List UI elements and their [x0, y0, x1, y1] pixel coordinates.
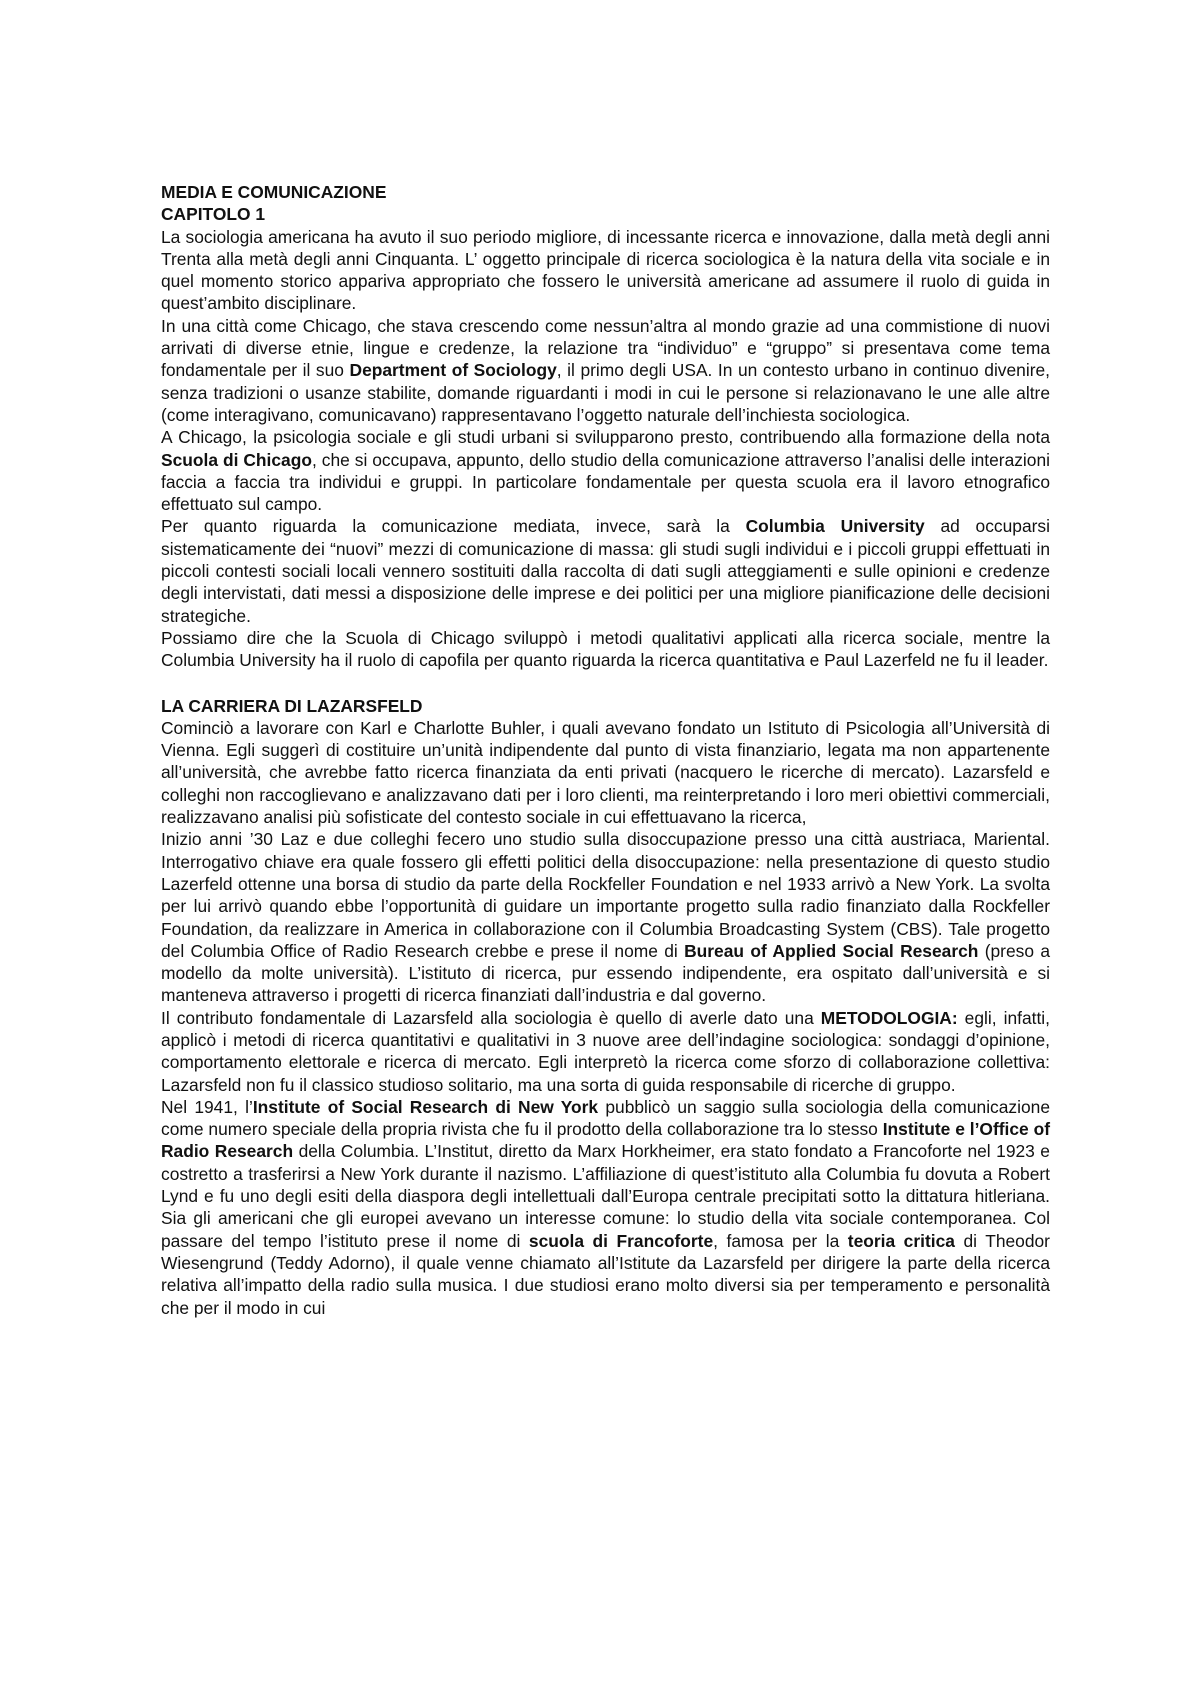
text-run: In una città come Chicago, che stava crescendo come nessun’altra al mondo grazie ad una commistione di nuovi arrivati di diverse etnie, lingue e credenze, la relazione tra “individuo” e “gruppo” si presentava come tema fondamentale per il suo — [161, 315, 1050, 381]
text-run: (preso a modello da molte università). L’istituto di ricerca, pur essendo indipendente, era ospitato dall’università e si manteneva attraverso i progetti di ricerca finanziati dall’industria e dal governo. — [161, 940, 1050, 1006]
text-run: , famosa per la — [713, 1230, 848, 1251]
document-title: MEDIA E COMUNICAZIONE — [161, 182, 387, 202]
bold-text-run: METODOLOGIA: — [820, 1007, 958, 1028]
text-run: La sociologia americana ha avuto il suo periodo migliore, di incessante ricerca e innovazione, dalla metà degli anni Trenta alla metà degli anni Cinquanta. L’ oggetto principale di ricerca sociologica è la natura della vita sociale e in quel momento storico appariva appropriato che fossero le università americane ad assumere il ruolo di guida in quest’ambito disciplinare. — [161, 226, 1050, 314]
paragraph — [161, 426, 1050, 515]
text-run: Possiamo dire che la Scuola di Chicago sviluppò i metodi qualitativi applicati alla ricerca sociale, mentre la Columbia University ha il ruolo di capofila per quanto riguarda la ricerca quantitativa e Paul Lazerfeld ne fu il leader. — [161, 627, 1050, 671]
text-run: A Chicago, la psicologia sociale e gli studi urbani si svilupparono presto, contribuendo alla formazione della nota — [161, 427, 1050, 448]
text-run: Nel 1941, l’ — [161, 1096, 253, 1117]
text-run: , il primo degli USA. In un contesto urbano in continuo divenire, senza tradizioni o usanze stabilite, domande riguardanti i modi in cui le persone si relazionavano le une alle altre (come interagivano, comunicavano) rappresentavano l’oggetto naturale dell’inchiesta sociologica. — [161, 360, 1050, 425]
text-run: Per quanto riguarda la comunicazione mediata, invece, sarà la — [161, 516, 746, 537]
bold-text-run: Institute e l’Office of Radio Research — [161, 1119, 1050, 1162]
bold-text-run: teoria critica — [847, 1230, 955, 1251]
bold-text-run: Bureau of Applied Social Research — [684, 940, 979, 961]
text-run: Il contributo fondamentale di Lazarsfeld alla sociologia è quello di averle dato una — [161, 1007, 821, 1028]
chapter-heading: CAPITOLO 1 — [161, 204, 266, 225]
bold-text-run: Department of Sociology — [349, 360, 557, 381]
paragraph — [161, 226, 1050, 315]
text-run: di Theodor Wiesengrund (Teddy Adorno), il quale venne chiamato all’Istitute da Lazarsfeld per dirigere la parte della ricerca relativa all’impatto della radio sulla musica. I due studiosi erano molto diversi sia per temperamento e personalità che per il modo in cui — [161, 1230, 1050, 1318]
document-body — [161, 181, 1050, 1319]
text-run: ad occuparsi sistematicamente dei “nuovi” mezzi di comunicazione di massa: gli studi sugli individui e i piccoli gruppi effettuati in piccoli contesti sociali locali vennero sostituiti dalla raccolta di dati sugli atteggiamenti e sulle opinioni e credenze degli intervistati, dati messi a disposizione delle imprese e dei politici per una migliore pianificazione delle decisioni strategiche. — [161, 516, 1050, 626]
text-run: Inizio anni ’30 Laz e due colleghi fecero uno studio sulla disoccupazione presso una città austriaca, Mariental. Interrogativo chiave era quale fossero gli effetti politici della disoccupazione: nella presentazione di questo studio Lazerfeld ottenne una borsa di studio da parte della Rockfeller Foundation e nel 1933 arrivò a New York. La svolta per lui arrivò quando ebbe l’opportunità di guidare un importante progetto sulla radio finanziato dalla Rockfeller Foundation, da realizzare in America in collaborazione con il Columbia Broadcasting System (CBS). Tale progetto del Columbia Office of Radio Research crebbe e prese il nome di — [161, 829, 1050, 961]
text-run: pubblicò un saggio sulla sociologia della comunicazione come numero speciale della propria rivista che fu il prodotto della collaborazione tra lo stesso — [161, 1096, 1050, 1140]
paragraph — [161, 315, 1050, 426]
section-intro — [161, 226, 1050, 672]
paragraph — [161, 1007, 1050, 1096]
text-run: Cominciò a lavorare con Karl e Charlotte Buhler, i quali avevano fondato un Istituto di Psicologia all’Università di Vienna. Egli suggerì di costituire un’unità indipendente dal punto di vista finanziario, legata ma non appartenente all’università, che avrebbe fatto ricerca finanziata da enti privati (nacquero le ricerche di mercato). Lazarsfeld e colleghi non raccoglievano e analizzavano dati per i loro clienti, ma reinterpretando i loro meri obiettivi commerciali, realizzavano analisi più sofisticate del contesto sociale in cui effettuavano la ricerca, — [161, 717, 1050, 828]
section-heading: LA CARRIERA DI LAZARSFELD — [161, 695, 423, 716]
bold-text-run: Scuola di Chicago — [161, 449, 312, 470]
text-run: della Columbia. L’Institut, diretto da Marx Horkheimer, era stato fondato a Francoforte nel 1923 e costretto a trasferirsi a New York durante il nazismo. L’affiliazione di quest’istituto alla Columbia fu dovuta a Robert Lynd e fu uno degli esiti della diaspora degli intellettuali dall’Europa centrale precipitati sotto la dittatura hitleriana. Sia gli americani che gli europei avevano un interesse comune: lo studio della vita sociale contemporanea. Col passare del tempo l’istituto prese il nome di — [161, 1141, 1050, 1251]
paragraph — [161, 717, 1050, 828]
paragraph — [161, 627, 1050, 672]
paragraph — [161, 1096, 1050, 1319]
paragraph — [161, 828, 1050, 1006]
section-spacer — [161, 672, 1050, 695]
section-lazarsfeld — [161, 695, 1050, 1319]
bold-text-run: Institute of Social Research di New York — [252, 1096, 599, 1117]
text-run: egli, infatti, applicò i metodi di ricerca quantitativi e qualitativi in 3 nuove aree dell’indagine sociologica: sondaggi d’opinione, comportamento elettorale e ricerca di mercato. Egli interpretò la ricerca come sforzo di collaborazione collettiva: Lazarsfeld non fu il classico studioso solitario, ma una sorta di guida responsabile di ricerche di gruppo. — [161, 1007, 1050, 1095]
text-run: , che si occupava, appunto, dello studio della comunicazione attraverso l’analisi delle interazioni faccia a faccia tra individui e gruppi. In particolare fondamentale per questa scuola era il lavoro etnografico effettuato sul campo. — [161, 449, 1051, 515]
bold-text-run: scuola di Francoforte — [528, 1230, 714, 1251]
bold-text-run: Columbia University — [745, 516, 925, 537]
paragraph — [161, 515, 1050, 626]
